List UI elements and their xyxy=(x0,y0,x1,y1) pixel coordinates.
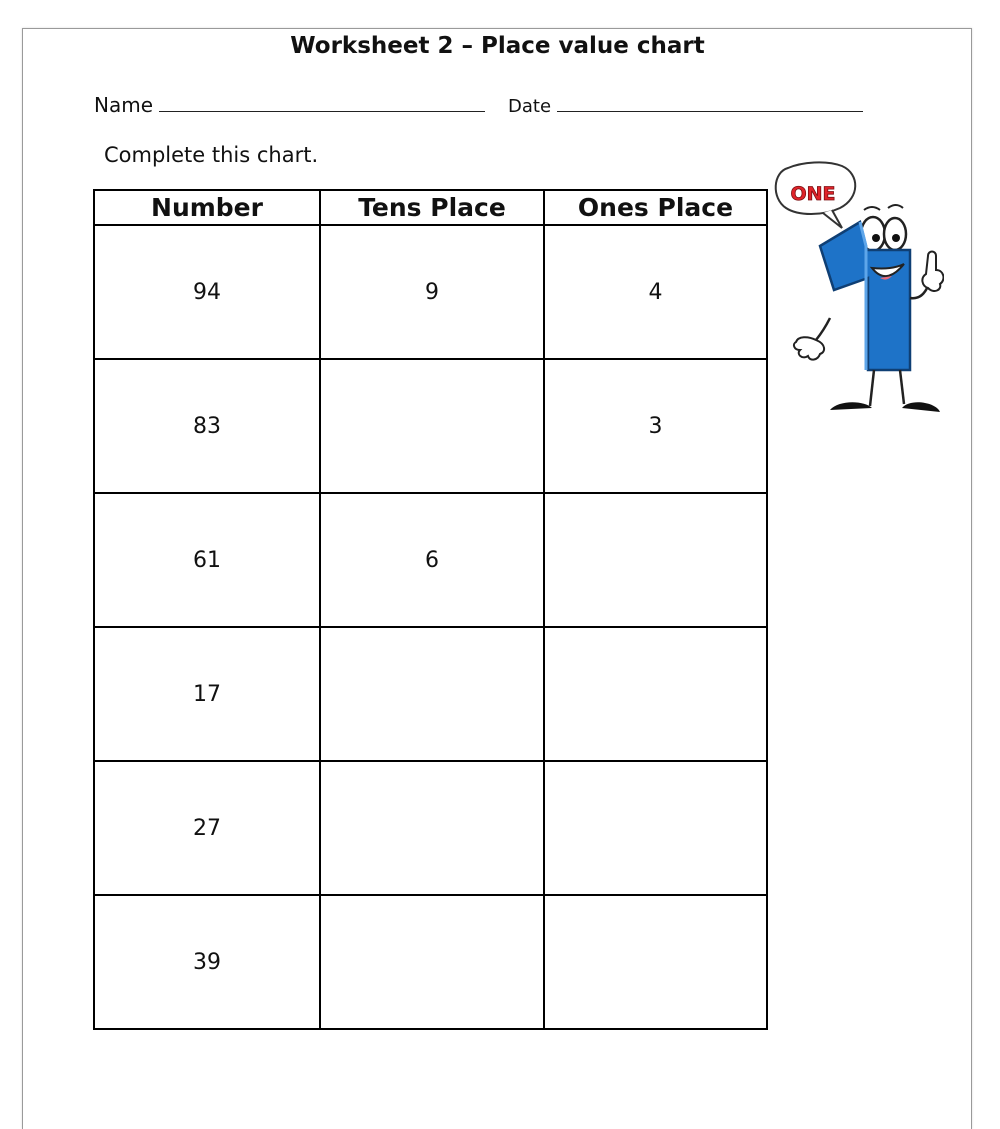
right-shoe xyxy=(902,402,940,412)
cell-tens[interactable] xyxy=(320,895,544,1029)
table-row xyxy=(94,761,767,895)
cell-tens[interactable]: 9 xyxy=(320,225,544,359)
cell-tens[interactable] xyxy=(320,359,544,493)
cell-ones[interactable] xyxy=(544,627,767,761)
left-shoe xyxy=(830,402,872,410)
page-title: Worksheet 2 – Place value chart xyxy=(290,33,705,59)
speech-bubble-tail xyxy=(823,210,842,228)
cell-ones[interactable] xyxy=(544,761,767,895)
table-row xyxy=(94,627,767,761)
table-header-row xyxy=(94,190,767,225)
table-row xyxy=(94,225,767,359)
cell-tens[interactable] xyxy=(320,627,544,761)
instruction-text: Complete this chart. xyxy=(104,143,319,167)
cell-tens[interactable] xyxy=(320,761,544,895)
header-number: Number xyxy=(94,190,320,225)
name-label: Name xyxy=(94,93,154,117)
table-row xyxy=(94,493,767,627)
name-field[interactable] xyxy=(94,93,485,117)
cell-ones[interactable]: 4 xyxy=(544,225,767,359)
place-value-table xyxy=(93,189,768,1030)
table-row xyxy=(94,895,767,1029)
header-ones-place: Ones Place xyxy=(544,190,767,225)
right-eye xyxy=(884,218,906,250)
cell-ones[interactable] xyxy=(544,493,767,627)
cell-number: 27 xyxy=(94,761,320,895)
date-label: Date xyxy=(508,96,552,117)
number-one-mascot-icon xyxy=(768,158,944,420)
left-glove xyxy=(794,337,824,359)
table-row xyxy=(94,359,767,493)
header-tens-place: Tens Place xyxy=(320,190,544,225)
cell-ones[interactable] xyxy=(544,895,767,1029)
cell-number: 17 xyxy=(94,627,320,761)
cell-tens[interactable]: 6 xyxy=(320,493,544,627)
cell-number: 61 xyxy=(94,493,320,627)
date-field[interactable] xyxy=(508,96,863,117)
right-glove xyxy=(922,252,943,291)
cell-number: 83 xyxy=(94,359,320,493)
name-underline xyxy=(159,97,485,112)
speech-text: ONE xyxy=(790,183,836,205)
cell-number: 94 xyxy=(94,225,320,359)
cell-number: 39 xyxy=(94,895,320,1029)
date-underline xyxy=(557,97,863,112)
cell-ones[interactable]: 3 xyxy=(544,359,767,493)
